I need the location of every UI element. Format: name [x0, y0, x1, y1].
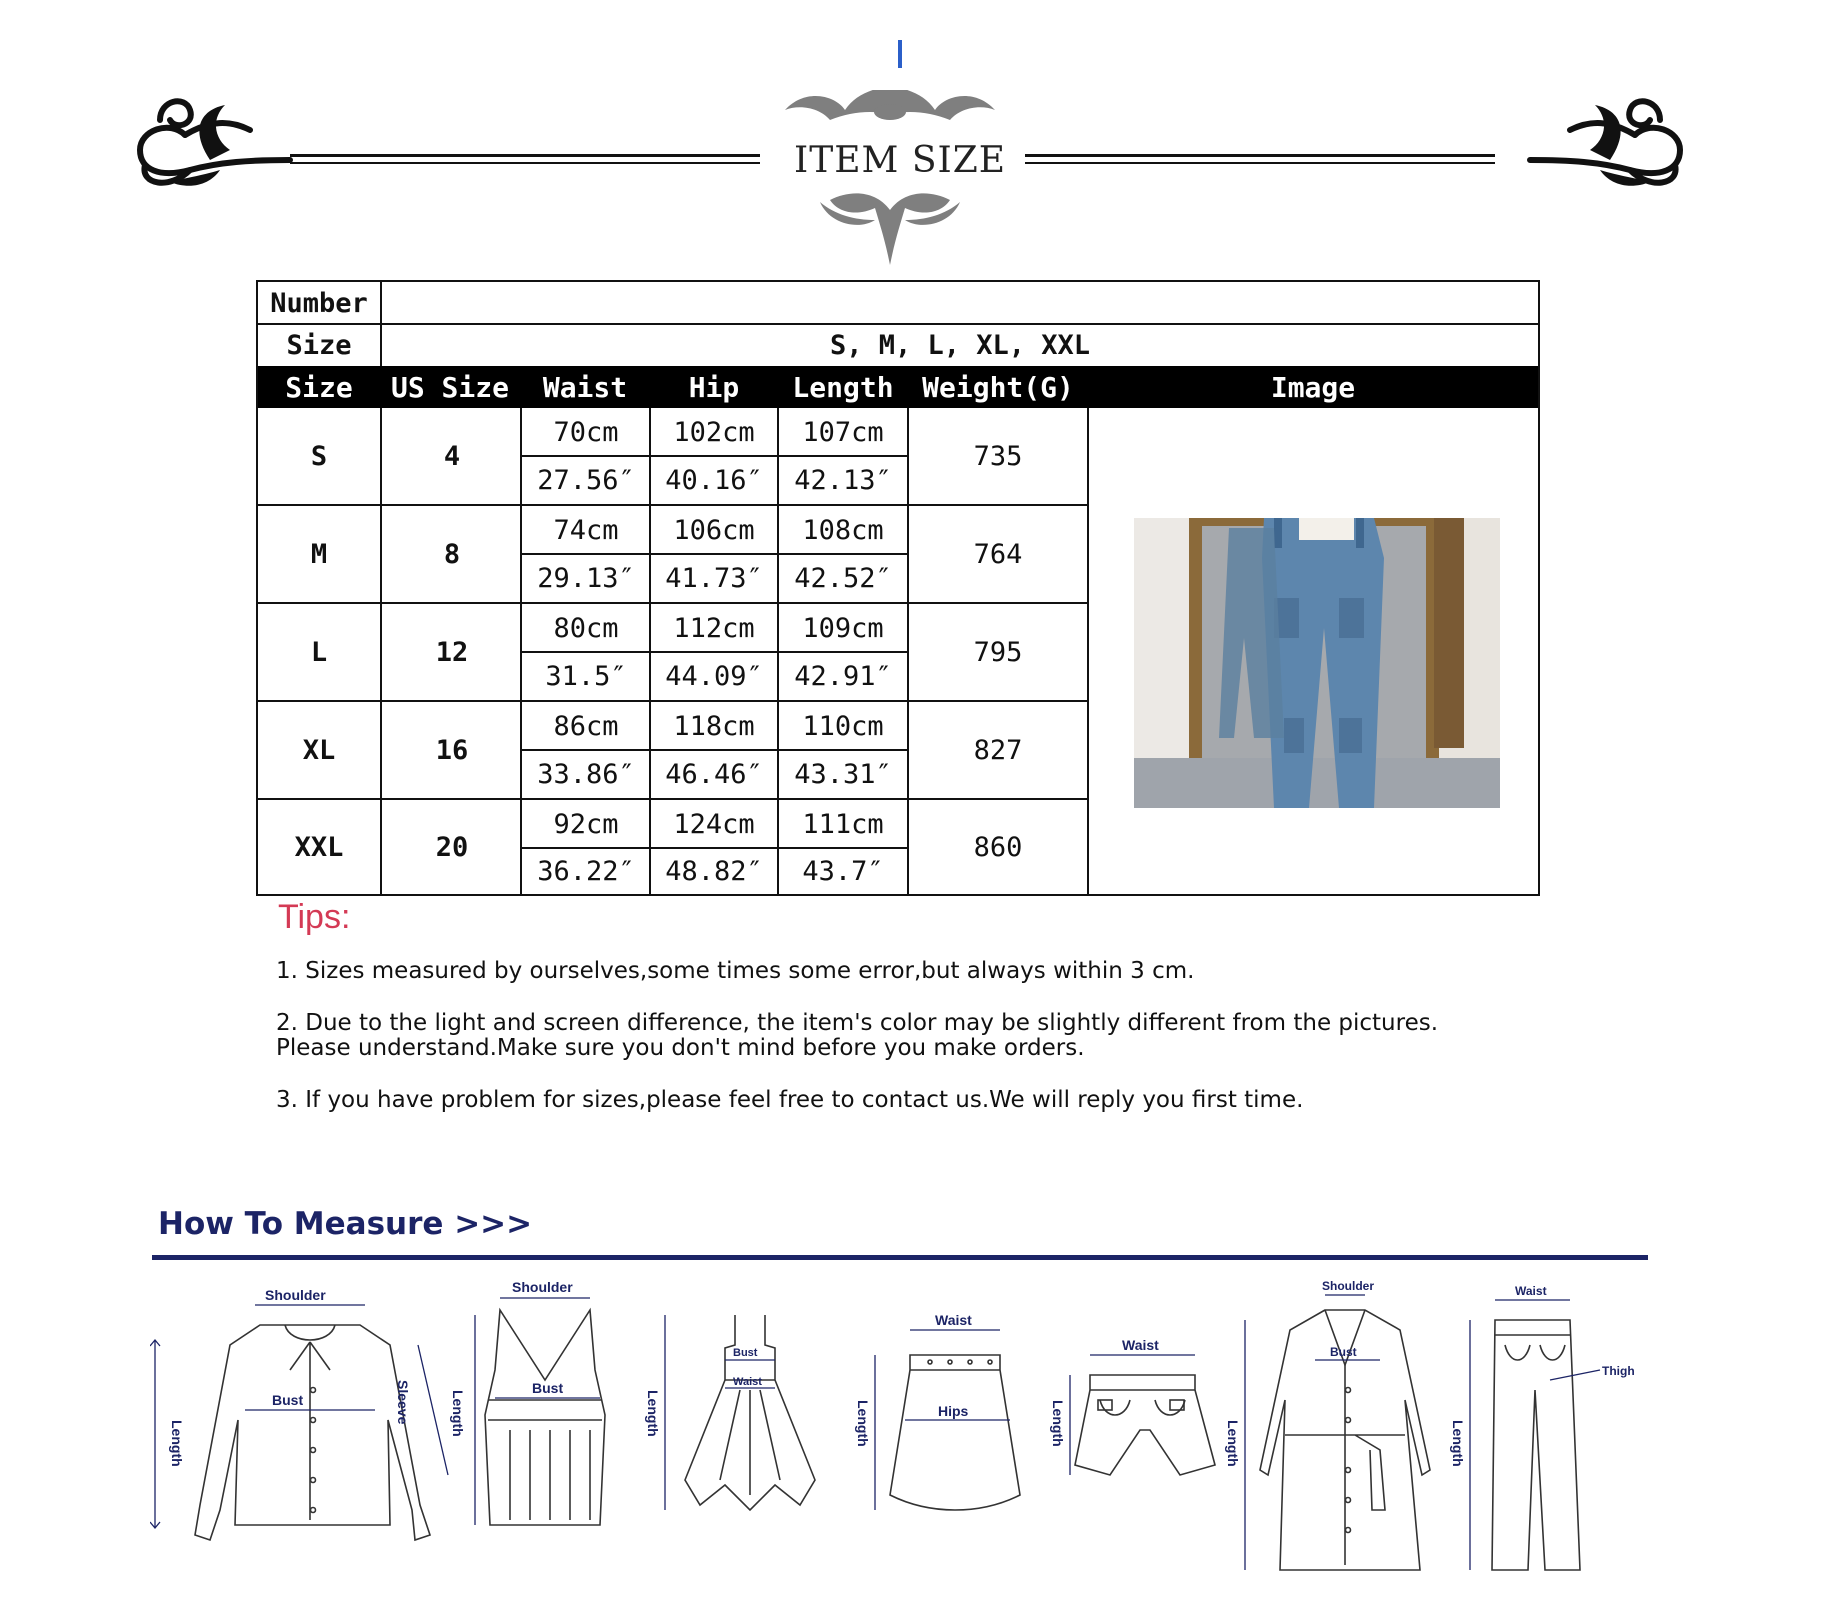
row-xxl-length-cm: 111cm	[802, 808, 884, 840]
tip-2: 2. Due to the light and screen difference, the item's color may be slightly different from the pictures.	[276, 1010, 1439, 1036]
grid-line	[520, 651, 908, 653]
row-s-length-in: 42.13″	[794, 465, 892, 496]
grid-line	[520, 847, 908, 849]
row-l-length-cm: 109cm	[802, 612, 884, 644]
row-xl-length-cm: 110cm	[802, 710, 884, 742]
row-l-weight: 795	[973, 637, 1023, 668]
grid-line	[258, 798, 1088, 800]
row-l-hip-in: 44.09″	[665, 661, 763, 692]
row-s-waist-cm: 70cm	[553, 416, 619, 448]
row-xl-waist-in: 33.86″	[537, 759, 635, 790]
col-header-waist: Waist	[542, 370, 628, 404]
grid-line	[258, 504, 1088, 506]
row-s-size: S	[310, 441, 328, 472]
blouse-sketch-icon	[195, 1325, 430, 1540]
row-xl-hip-in: 46.46″	[665, 759, 763, 790]
col-header-weight: Weight(G)	[922, 370, 1074, 404]
size-table	[256, 280, 1540, 896]
label-length-2: Length	[450, 1390, 466, 1437]
label-thigh: Thigh	[1602, 1364, 1635, 1378]
label-bust-3: Bust	[733, 1347, 758, 1359]
row-m-hip-cm: 106cm	[673, 514, 755, 546]
pants-sketch-icon	[1492, 1320, 1580, 1570]
row-m-length-in: 42.52″	[794, 563, 892, 594]
row-l-waist-in: 31.5″	[545, 661, 627, 692]
row-s-hip-cm: 102cm	[673, 416, 755, 448]
row-xxl-size: XXL	[294, 831, 344, 863]
row-xl-weight: 827	[973, 735, 1023, 766]
row-m-waist-cm: 74cm	[553, 514, 619, 546]
label-length-4: Length	[855, 1400, 871, 1447]
label-waist-4: Waist	[1515, 1284, 1547, 1298]
dress-sketch-icon	[685, 1315, 815, 1510]
row-s-hip-in: 40.16″	[665, 465, 763, 496]
row-m-waist-in: 29.13″	[537, 563, 635, 594]
shorts-sketch-icon	[1075, 1375, 1215, 1475]
ornament-divider-icon	[130, 90, 1690, 280]
row-xl-waist-cm: 86cm	[553, 710, 619, 742]
col-header-length: Length	[792, 370, 894, 404]
label-length-6: Length	[1225, 1420, 1241, 1467]
size-range: S, M, L, XL, XXL	[829, 329, 1091, 361]
row-m-hip-in: 41.73″	[665, 563, 763, 594]
row-xxl-waist-cm: 92cm	[553, 808, 619, 840]
tip-2-continued: Please understand.Make sure you don't mind before you make orders.	[276, 1035, 1085, 1061]
label-hips: Hips	[938, 1403, 969, 1419]
measure-sketches	[150, 1270, 1650, 1590]
col-header-hip: Hip	[688, 370, 740, 404]
number-value	[382, 282, 1538, 324]
label-length-7: Length	[1450, 1420, 1466, 1467]
row-xxl-weight: 860	[973, 831, 1023, 863]
how-to-measure-title: How To Measure >>>	[158, 1206, 533, 1242]
grid-line	[520, 553, 908, 555]
page-title: ITEM SIZE	[794, 140, 1006, 181]
col-header-image: Image	[1270, 370, 1356, 404]
row-m-us: 8	[443, 539, 461, 570]
row-l-size: L	[310, 637, 328, 668]
label-length-5: Length	[1050, 1400, 1066, 1447]
row-m-weight: 764	[973, 539, 1023, 570]
label-bust-2: Bust	[532, 1380, 564, 1396]
tip-3: 3. If you have problem for sizes,please feel free to contact us.We will reply you first time.	[276, 1087, 1304, 1113]
row-s-waist-in: 27.56″	[537, 465, 635, 496]
tip-1: 1. Sizes measured by ourselves,some times some error,but always within 3 cm.	[276, 958, 1195, 984]
grid-line	[258, 602, 1088, 604]
grid-line	[520, 749, 908, 751]
section-divider	[152, 1255, 1648, 1260]
row-m-length-cm: 108cm	[802, 514, 884, 546]
grid-line	[520, 455, 908, 457]
grid-line	[380, 408, 382, 894]
row-l-waist-cm: 80cm	[553, 612, 619, 644]
label-length-1: Length	[169, 1420, 185, 1467]
label-length-3: Length	[645, 1390, 661, 1437]
skirt-sketch-icon	[890, 1355, 1020, 1510]
row-l-us: 12	[435, 637, 469, 668]
grid-line	[1087, 408, 1089, 894]
row-xxl-hip-cm: 124cm	[673, 808, 755, 840]
label-bust-4: Bust	[1330, 1345, 1357, 1359]
row-xl-hip-cm: 118cm	[673, 710, 755, 742]
top-marker	[898, 40, 902, 68]
label-shoulder-2: Shoulder	[512, 1279, 573, 1295]
grid-line	[258, 700, 1088, 702]
row-xl-us: 16	[435, 735, 469, 766]
row-l-hip-cm: 112cm	[673, 612, 755, 644]
row-l-length-in: 42.91″	[794, 661, 892, 692]
col-header-size: Size	[285, 370, 353, 404]
tips-title: Tips:	[278, 898, 351, 936]
camisole-sketch-icon	[485, 1310, 605, 1525]
row-m-size: M	[310, 539, 328, 570]
row-xl-length-in: 43.31″	[794, 759, 892, 790]
size-label: Size	[286, 329, 352, 361]
row-xxl-waist-in: 36.22″	[537, 855, 635, 887]
grid-line	[380, 282, 382, 366]
grid-line	[258, 323, 1538, 325]
label-bust-1: Bust	[272, 1392, 304, 1408]
row-s-us: 4	[443, 441, 461, 472]
row-xxl-us: 20	[435, 831, 469, 863]
col-header-us-size: US Size	[390, 370, 509, 404]
row-s-length-cm: 107cm	[802, 416, 884, 448]
label-waist-3: Waist	[1122, 1337, 1159, 1353]
label-waist-2: Waist	[935, 1312, 972, 1328]
number-label: Number	[270, 287, 368, 319]
row-xxl-length-in: 43.7″	[802, 855, 884, 887]
row-s-weight: 735	[973, 441, 1023, 472]
label-waist-1: Waist	[733, 1376, 762, 1388]
label-shoulder-1: Shoulder	[265, 1287, 326, 1303]
row-xl-size: XL	[302, 735, 336, 766]
label-shoulder-3: Shoulder	[1322, 1279, 1375, 1293]
label-sleeve: Sleeve	[395, 1380, 411, 1425]
row-xxl-hip-in: 48.82″	[665, 855, 763, 887]
product-photo	[1134, 518, 1500, 808]
